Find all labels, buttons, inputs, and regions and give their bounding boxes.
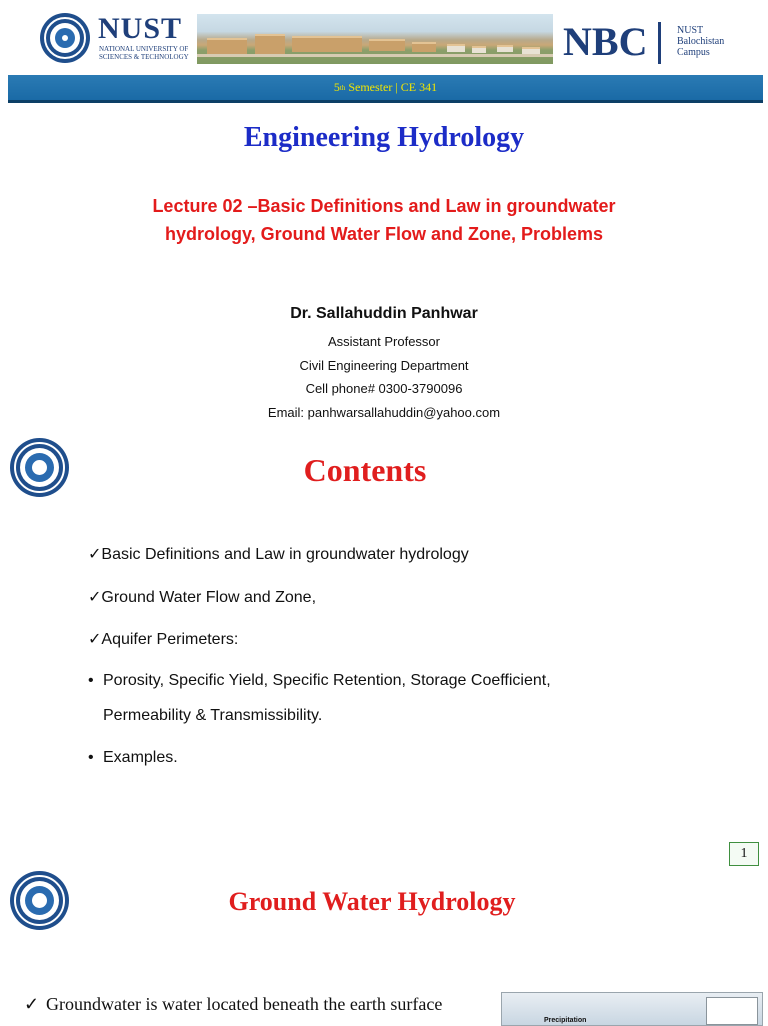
author-email: Email: panhwarsallahuddin@yahoo.com — [267, 404, 501, 420]
nust-fullname-line1: NATIONAL UNIVERSITY OF — [99, 45, 189, 53]
semester-separator: | — [395, 80, 398, 94]
author-name: Dr. Sallahuddin Panhwar — [290, 305, 478, 322]
bullet-marker: • — [88, 672, 94, 689]
slide-1 — [0, 0, 768, 430]
campus-photo — [197, 14, 553, 64]
groundwater-diagram — [501, 992, 763, 1026]
slide-2 — [0, 430, 768, 870]
nust-fullname-line2: SCIENCES & TECHNOLOGY — [99, 53, 189, 61]
slide-3 — [0, 870, 768, 1024]
author-phone: Cell phone# 0300-3790096 — [305, 381, 463, 396]
paragraph-line: Groundwater is water located beneath the earth surface — [46, 994, 443, 1014]
nust-fullname — [99, 45, 189, 61]
bullet-marker: • — [88, 749, 94, 766]
nust-wordmark: NUST — [98, 12, 183, 45]
lecture-title-line1: Lecture 02 –Basic Definitions and Law in groundwater — [152, 196, 616, 216]
diagram-label: Precipitation — [544, 1017, 587, 1024]
contents-subitem: Examples. — [103, 749, 178, 766]
contents-item: ✓Aquifer Perimeters: — [88, 631, 239, 648]
page-number: 1 — [729, 842, 759, 866]
section-title: Ground Water Hydrology — [228, 887, 516, 916]
contents-item: ✓Ground Water Flow and Zone, — [88, 589, 317, 606]
semester-number: 5 — [333, 80, 340, 94]
contents-title: Contents — [303, 452, 427, 488]
nbc-logo: NBC — [563, 19, 648, 64]
lecture-title-line2: hydrology, Ground Water Flow and Zone, Problems — [164, 224, 604, 244]
semester-word: Semester — [348, 80, 393, 94]
course-code: CE 341 — [400, 80, 438, 94]
contents-item: ✓Basic Definitions and Law in groundwater hydrology — [88, 546, 469, 563]
author-info — [0, 330, 768, 424]
contents-subitem: Porosity, Specific Yield, Specific Retention, Storage Coefficient, — [103, 672, 551, 689]
nbc-campus-text — [677, 25, 724, 58]
lecture-title — [0, 192, 768, 248]
nbc-campus-line2: Balochistan — [677, 36, 725, 47]
author-position: Assistant Professor — [328, 334, 440, 349]
semester-suffix: th — [339, 83, 346, 92]
nbc-campus-line3: Campus — [677, 47, 710, 58]
nbc-campus-line1: NUST — [677, 25, 704, 36]
nust-seal-icon — [40, 13, 90, 63]
nbc-divider — [658, 22, 661, 64]
semester-bar — [8, 75, 763, 103]
author-department: Civil Engineering Department — [299, 357, 469, 373]
course-title: Engineering Hydrology — [243, 122, 525, 153]
contents-subitem-cont: Permeability & Transmissibility. — [103, 707, 323, 724]
check-mark: ✓ — [24, 994, 40, 1014]
